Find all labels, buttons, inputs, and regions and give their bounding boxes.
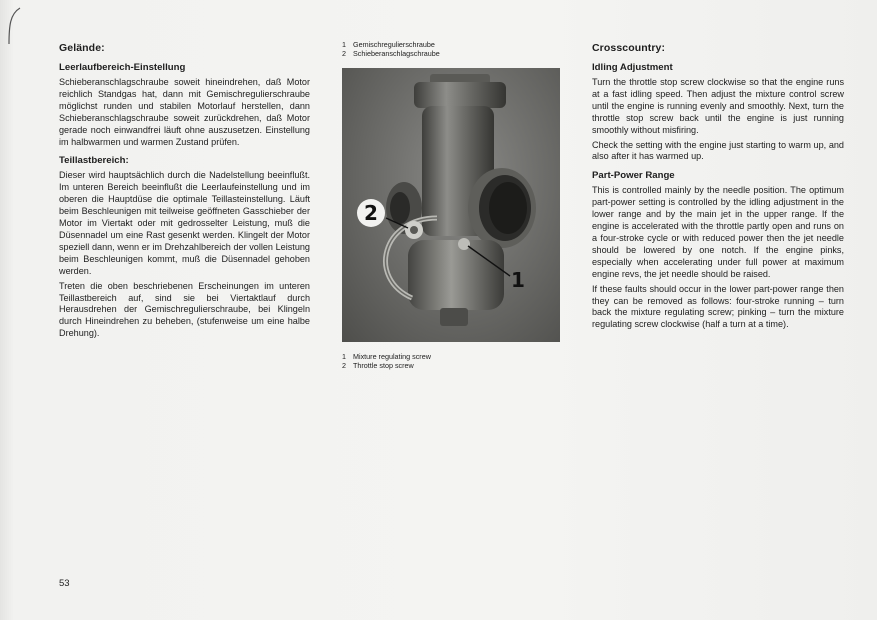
english-paragraph: This is controlled mainly by the needle position. The optimum part-power setting is controlled by the idling adjustment in the lower range and by the main jet in the upper range. If the engine is accelerated with the throttle partly open and runs on a four-stroke cycle or with reduced power then the jet needle should be lowered by one notch. If the engine pinks, especially when accelerating under full power at maximum engine revs, the jet needle should be raised. — [592, 185, 844, 279]
english-heading: Crosscountry: — [592, 42, 666, 54]
english-paragraph: Turn the throttle stop screw clockwise so that the engine runs at a fast idling speed. Then adjust the mixture control screw until the engine is running evenly and smoothly. Next, turn the throttle stop screw back until the engine is just running smoothly without misfiring. — [592, 77, 844, 135]
german-column — [59, 40, 310, 347]
page-number: 53 — [59, 578, 70, 589]
german-section-idle — [59, 62, 310, 148]
german-paragraph: Treten die oben beschriebenen Erscheinungen im unteren Teillastbereich auf, sind sie bei Viertaktlauf durch Herausdrehen der Gemischregulierschraube, bei Klingeln durch Hineindrehen zu beheben, (stufenweise um eine halbe Drehung). — [59, 280, 310, 339]
english-column — [592, 40, 844, 338]
german-section-title: Leerlaufbereich-Einstellung — [59, 62, 186, 73]
callout-number-1: 1 — [511, 267, 525, 292]
captions-english — [342, 352, 564, 371]
german-section-partload — [59, 155, 310, 340]
caption-item: 2 Schieberanschlagschraube — [342, 49, 440, 59]
binding-mark — [6, 6, 22, 46]
english-section-title: Idling Adjustment — [592, 62, 673, 73]
german-section-title: Teillastbereich: — [59, 155, 129, 167]
carburetor-photo — [342, 68, 560, 342]
captions-german — [342, 40, 564, 59]
english-section-idle — [592, 62, 844, 163]
figure-column — [342, 40, 564, 371]
english-paragraph: If these faults should occur in the lower part-power range then they can be removed as follows: four-stroke running – turn back the mixture regulating screw; pinking – turn the mixture regulating screw clockwise (half a turn at a time). — [592, 283, 844, 330]
caption-item: 2 Throttle stop screw — [342, 361, 414, 371]
german-paragraph: Dieser wird hauptsächlich durch die Nadelstellung beeinflußt. Im unteren Bereich beeinflußt die Leerlaufeinstellung und im oberen die Hauptdüse die optimale Teillasteinstellung. Läuft beim Beschleunigen mit teilweise geöffneten Gasschieber der Motor im Viertakt oder mit gedrosselter Leistung, muß die Düsennadel um eine Rast gesenkt werden. Klingelt der Motor speziell dann, wenn er im Drehzahlbereich der vollen Leistung beim Beschleunigen kommt, muß die Düsennadel gehoben werden. — [59, 170, 310, 276]
german-heading: Gelände: — [59, 42, 105, 54]
english-paragraph: Check the setting with the engine just starting to warm up, and also after it has warmed up. — [592, 139, 844, 162]
caption-item: 1 Mixture regulating screw — [342, 351, 431, 361]
callout-number-2: 2 — [357, 199, 385, 227]
english-section-partpower — [592, 170, 844, 331]
caption-item: 1 Gemischregulierschraube — [342, 40, 435, 49]
english-section-title: Part-Power Range — [592, 170, 675, 182]
german-paragraph: Schieberanschlagschraube soweit hineindrehen, daß Motor reichlich Standgas hat, dann mit Gemischregulierschraube möglichst runden und stabilen Motorlauf herstellen, dann Schieberanschlagschraube soweit zurückdrehen, daß Motor gerade noch einwandfrei läuft ohne auszusetzen. Einstellung im halbwarmen und warmen Zustand prüfen. — [59, 77, 310, 147]
